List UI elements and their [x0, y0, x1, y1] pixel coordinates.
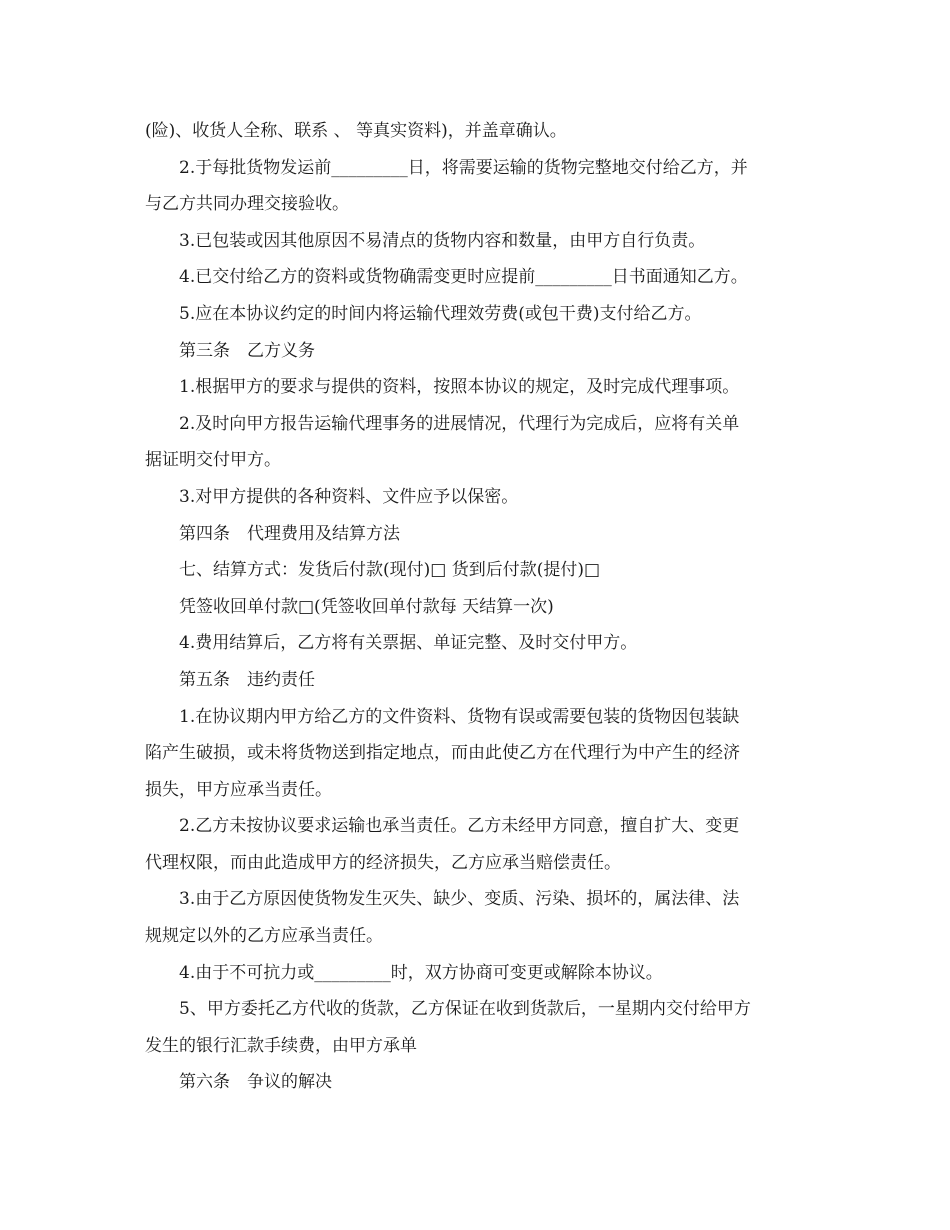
text-line: 1.在协议期内甲方给乙方的文件资料、货物有误或需要包装的货物因包装缺 — [179, 706, 740, 727]
document-body — [145, 113, 810, 1101]
text-line: 与乙方共同办理交接验收。 — [145, 194, 349, 215]
section-heading: 第六条 争议的解决 — [179, 1072, 332, 1093]
section-heading: 第五条 违约责任 — [179, 669, 315, 690]
text-line: 陷产生破损，或未将货物送到指定地点，而由此使乙方在代理行为中产生的经济 — [145, 743, 740, 764]
text-line: (险)、收货人全称、联系 、 等真实资料)，并盖章确认。 — [145, 121, 567, 141]
section-heading: 第四条 代理费用及结算方法 — [179, 523, 400, 544]
text-line: 3.已包装或因其他原因不易清点的货物内容和数量，由甲方自行负责。 — [179, 230, 706, 251]
text-line: 据证明交付甲方。 — [145, 450, 281, 471]
text-line: 损失，甲方应承当责任。 — [145, 779, 332, 800]
text-line: 七、结算方式：发货后付款(现付)□ 货到后付款(提付)□ — [179, 560, 601, 581]
text-line: 规规定以外的乙方应承当责任。 — [145, 926, 383, 947]
section-heading: 第三条 乙方义务 — [179, 340, 315, 361]
text-line: 2.于每批货物发运前_________日，将需要运输的货物完整地交付给乙方，并 — [179, 157, 748, 178]
text-line: 2.乙方未按协议要求运输也承当责任。乙方未经甲方同意，擅自扩大、变更 — [179, 816, 740, 837]
text-line: 发生的银行汇款手续费，由甲方承单 — [145, 1035, 417, 1056]
text-line: 4.由于不可抗力或_________时，双方协商可变更或解除本协议。 — [179, 962, 663, 983]
text-line: 5.应在本协议约定的时间内将运输代理效劳费(或包干费)支付给乙方。 — [179, 303, 702, 324]
text-line: 4.费用结算后，乙方将有关票据、单证完整、及时交付甲方。 — [179, 633, 638, 654]
text-line: 2.及时向甲方报告运输代理事务的进展情况，代理行为完成后，应将有关单 — [179, 413, 740, 434]
text-line: 3.由于乙方原因使货物发生灭失、缺少、变质、污染、损坏的，属法律、法 — [179, 889, 740, 910]
text-line: 凭签收回单付款□(凭签收回单付款每 天结算一次) — [179, 596, 554, 617]
text-line: 3.对甲方提供的各种资料、文件应予以保密。 — [179, 486, 519, 507]
text-line: 1.根据甲方的要求与提供的资料，按照本协议的规定，及时完成代理事项。 — [179, 377, 740, 398]
text-line: 代理权限，而由此造成甲方的经济损失，乙方应承当赔偿责任。 — [145, 852, 621, 873]
text-line: 5、甲方委托乙方代收的货款，乙方保证在收到货款后，一星期内交付给甲方 — [179, 999, 751, 1020]
text-line: 4.已交付给乙方的资料或货物确需变更时应提前_________日书面通知乙方。 — [179, 267, 748, 288]
